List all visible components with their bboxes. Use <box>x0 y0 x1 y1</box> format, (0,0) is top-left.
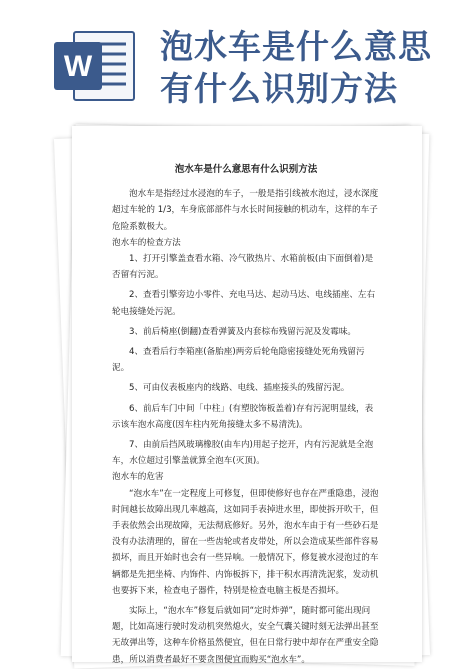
section-heading-check: 泡水车的检查方法 <box>112 237 181 248</box>
document-preview <box>72 126 422 666</box>
danger-paragraph: “泡水车”在一定程度上可修复，但即使修好也存在严重隐患，浸泡时间越长故障出现几率越高，这如同手表掉进水里，即使拆开吹干，但手表依然会出现故障，无法彻底修好。另外，泡水车由于有一些砂石是没有办法清理的，留在一些齿轮或者皮带处，所以会造成某些部件容易损坏，而且开始时也会有一些异响。一般情况下，修复被水浸泡过的车辆都是先把坐椅、内饰件、内饰板拆下，排干积水再清洗泥浆，发动机也要拆下来，检查电子器件，特别是检查电脑主板是否损坏。 <box>112 488 379 596</box>
check-item: 7、由前后挡风玻璃橡胶(由车内)用起子挖开，内有污泥就是全泡车，水位超过引擎盖就算全泡车(灭顶)。 <box>112 440 374 467</box>
paper-sheet <box>72 126 422 665</box>
check-item: 3、前后椅座(倒翻)查看弹簧及内套棕布残留污泥及发霉味。 <box>129 326 357 337</box>
check-item: 6、前后车门中间「中柱」(有塑胶饰板盖着)存有污泥明显线，表示该车泡水高度(因车柱内死角接缝太多不易清洗)。 <box>112 403 374 430</box>
document-title: 泡水车是什么意思有什么识别方法 <box>174 164 318 175</box>
check-item: 2、查看引擎旁边小零件、充电马达、起动马达、电线插座、左右轮电接缝处污泥。 <box>112 290 376 317</box>
danger-paragraph: 实际上，“泡水车”修复后就如同“定时炸弹”，随时都可能出现问题，比如高速行驶时发动机突然熄火，安全气囊关键时刻无法弹出甚至无故弹出等，这种车价格虽然便宜，但在日常行驶中却存在严重安全隐患，所以消费者最好不要贪图便宜而购买“泡水车”。 <box>112 606 379 665</box>
page-title <box>160 26 460 110</box>
check-item: 5、可由仪表板座内的线路、电线、插座接头的残留污泥。 <box>129 383 350 394</box>
header-banner <box>0 0 474 120</box>
intro-paragraph: 泡水车是指经过水浸泡的车子，一般是指引线被水泡过，浸水深度超过车轮的 1/3，车身底部部件与水长时间接触的机动车，这样的车子危险系数极大。 <box>112 189 379 232</box>
document-body <box>112 162 380 668</box>
check-item: 1、打开引擎盖查看水箱、冷气散热片、水箱前板(由下面倒着)是否留有污泥。 <box>112 254 374 281</box>
logo-letter: W <box>63 50 93 83</box>
page-title-line-2: 有什么识别方法 <box>160 69 398 108</box>
check-item: 4、查看后行李箱座(备胎座)两旁后轮龟隐密接缝处死角残留污泥。 <box>112 347 365 374</box>
word-document-icon <box>52 30 138 102</box>
section-heading-danger: 泡水车的危害 <box>112 472 164 483</box>
page-title-line-1: 泡水车是什么意思 <box>160 27 432 66</box>
